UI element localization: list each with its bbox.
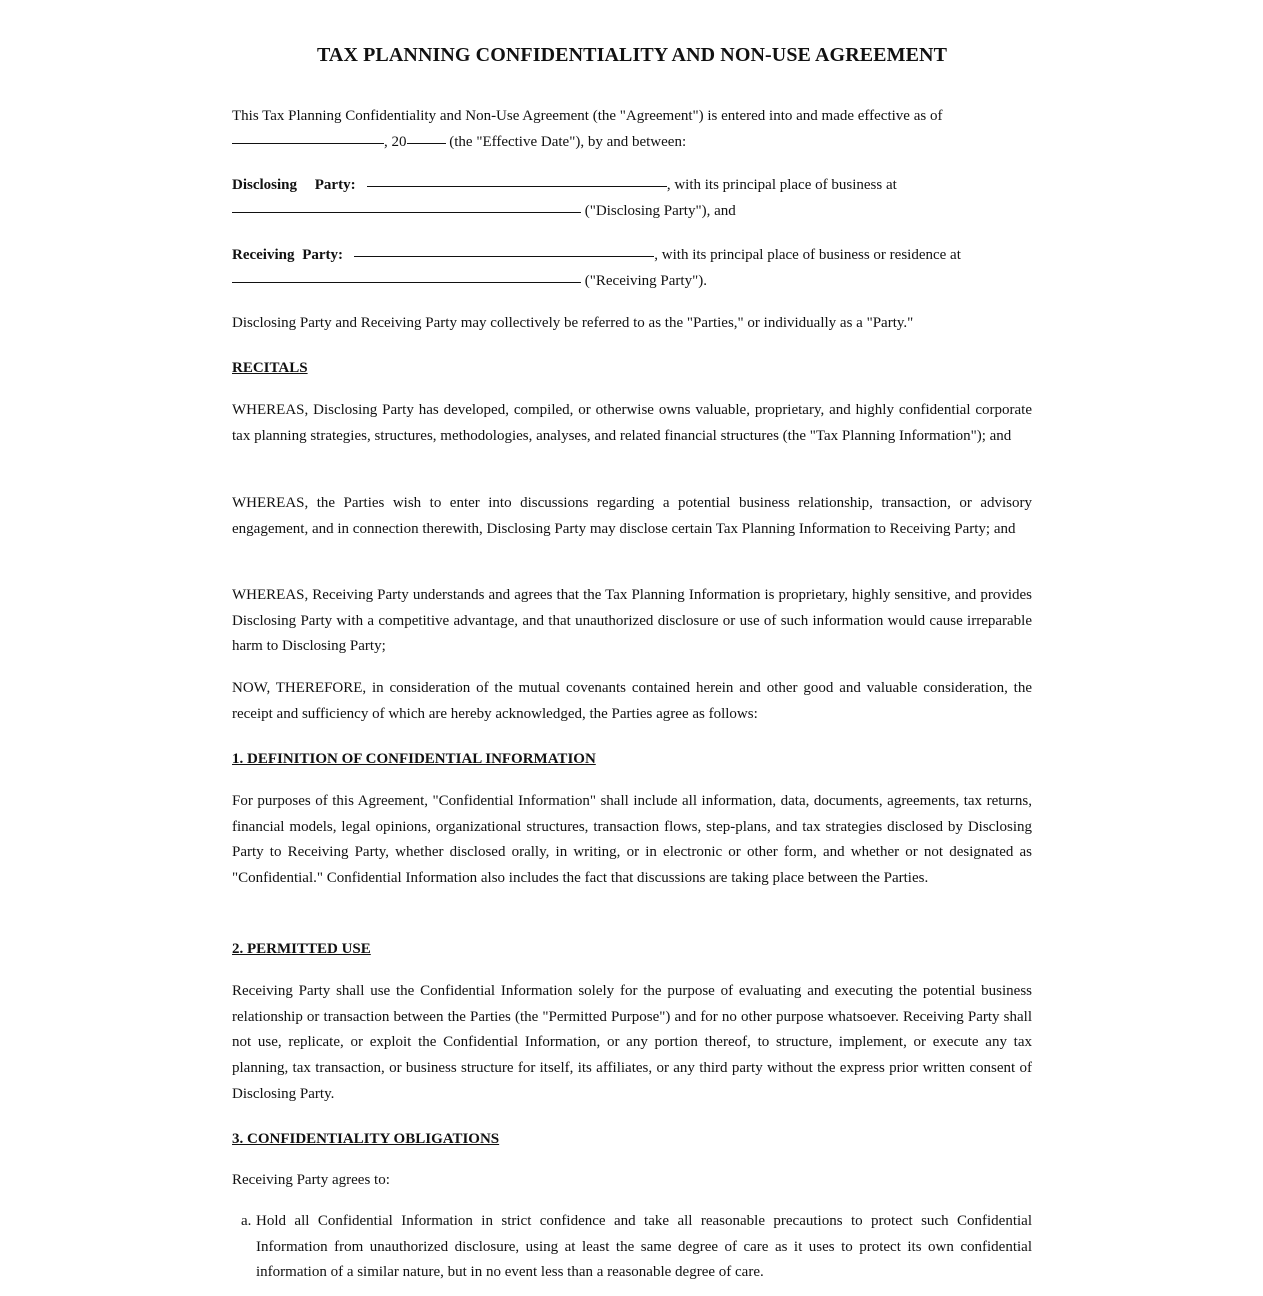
disclosing-party-name-blank[interactable] [367, 185, 667, 187]
receiving-party-text-1: , with its principal place of business or residence at [654, 247, 961, 263]
recitals-heading: RECITALS [232, 360, 308, 376]
section-3-heading: 3. CONFIDENTIALITY OBLIGATIONS [232, 1131, 500, 1147]
section-1-heading: 1. DEFINITION OF CONFIDENTIAL INFORMATION [232, 751, 596, 767]
section-1-text: For purposes of this Agreement, "Confidential Information" shall include all information, data, documents, agreements, tax returns, financial models, legal opinions, organizational structures, transaction flows, step-plans, and tax strategies disclosed by Disclosing Party to Receiving Party, whether disclosed orally, in writing, or in electronic or other form, and whether or not designated as "Confidential." Confidential Information also includes the fact that discussions are taking place between the Parties. [232, 793, 1032, 887]
recital-3: WHEREAS, Receiving Party understands and agrees that the Tax Planning Information is proprietary, highly sensitive, and provides Disclosing Party with a competitive advantage, and that unauthorized disclosure or use of such information would cause irreparable harm to Disclosing Party; [232, 587, 1032, 655]
section-3-intro: Receiving Party agrees to: [232, 1172, 390, 1188]
list-marker: a. [241, 1213, 252, 1229]
disclosing-party-label: Disclosing Party: [232, 177, 356, 193]
receiving-party-address-blank[interactable] [232, 281, 581, 283]
disclosing-party-address-blank[interactable] [232, 211, 581, 213]
now-therefore-paragraph: NOW, THEREFORE, in consideration of the mutual covenants contained herein and other good and valuable consideration, the receipt and sufficiency of which are hereby acknowledged, the Parties agree as follows: [232, 680, 1032, 722]
document-title: TAX PLANNING CONFIDENTIALITY AND NON-USE AGREEMENT [316, 44, 948, 66]
intro-text-1: This Tax Planning Confidentiality and Non-Use Agreement (the "Agreement") is entered into and made effective as of [232, 108, 943, 124]
section-2-heading: 2. PERMITTED USE [232, 941, 371, 957]
disclosing-party-paragraph [232, 173, 1032, 224]
receiving-party-paragraph [232, 243, 1032, 294]
intro-text-3: (the "Effective Date"), by and between: [449, 133, 687, 150]
recital-2: WHEREAS, the Parties wish to enter into discussions regarding a potential business relationship, transaction, or advisory engagement, and in connection therewith, Disclosing Party may disclose certain Tax Planning Information to Receiving Party; and [232, 495, 1032, 537]
effective-date-blank[interactable] [232, 142, 384, 144]
recital-1: WHEREAS, Disclosing Party has developed, compiled, or otherwise owns valuable, proprietary, and highly confidential corporate tax planning strategies, structures, methodologies, analyses, and related financial structures (the "Tax Planning Information"); and [232, 402, 1032, 444]
receiving-party-name-blank[interactable] [354, 255, 654, 257]
effective-year-blank[interactable] [407, 142, 446, 144]
receiving-party-text-2: ("Receiving Party"). [584, 272, 707, 289]
intro-text-2: , 20 [384, 133, 407, 150]
intro-paragraph [232, 104, 1032, 155]
disclosing-party-text-2: ("Disclosing Party"), and [584, 202, 736, 219]
section-2-text: Receiving Party shall use the Confidential Information solely for the purpose of evaluating and executing the potential business relationship or transaction between the Parties (the "Permitted Purpose") and for no other purpose whatsoever. Receiving Party shall not use, replicate, or exploit the Confidential Information, or any portion thereof, to structure, implement, or execute any tax planning, tax transaction, or business structure for itself, its affiliates, or any third party without the express prior written consent of Disclosing Party. [232, 983, 1032, 1102]
receiving-party-label: Receiving Party: [232, 247, 344, 263]
collective-definition: Disclosing Party and Receiving Party may collectively be referred to as the "Parties," or individually as a "Party." [232, 315, 914, 331]
list-item-text: Hold all Confidential Information in strict confidence and take all reasonable precautions to protect such Confidential Information from unauthorized disclosure, using at least the same degree of care as it uses to protect its own confidential information of a similar nature, but in no event less than a reasonable degree of care. [256, 1213, 1032, 1281]
disclosing-party-text-1: , with its principal place of business at [666, 177, 897, 193]
